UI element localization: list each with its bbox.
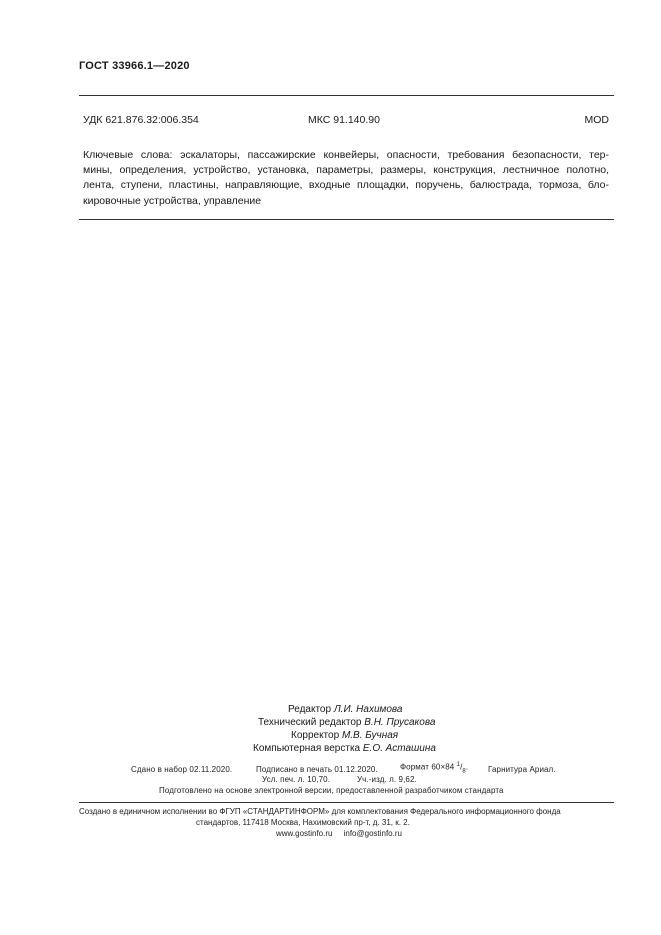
footer-contacts [276,829,402,838]
tech-editor-label: Технический редактор [258,717,362,728]
keywords-divider [79,219,614,220]
footer-line-2: стандартов, 117418 Москва, Нахимовский пр-т, д. 31, к. 2. [196,818,410,827]
document-code-header: ГОСТ 33966.1—2020 [79,60,190,72]
format-denominator: 8 [462,768,466,775]
keywords-line: кировочные устройства, управление [83,194,262,207]
mod-label: MOD [584,114,609,126]
tech-editor-name: В.Н. Прусакова [364,717,436,728]
pub-sheets: Уч.-изд. л. 9,62. [357,775,417,784]
submitted-date: Сдано в набор 02.11.2020. [131,765,233,774]
udk-code: УДК 621.876.32:006.354 [83,114,199,126]
print-sheets: Усл. печ. л. 10,70. [262,775,331,784]
keywords-block [83,148,609,209]
keywords-line: мины, определения, устройство, установка, параметры, размеры, конструкция, лестничное полотно, [83,164,609,177]
format-prefix: Формат 60×84 [400,762,455,772]
editor-label: Редактор [288,704,332,715]
prepared-note: Подготовлено на основе электронной версии, предоставленной разработчиком стандарта [159,786,504,795]
layout-name: Е.О. Асташина [362,743,436,754]
mks-code: МКС 91.140.90 [308,114,380,126]
keywords-line: лента, ступени, пластины, направляющие, входные площадки, поручень, балюстрада, тормоза, бло- [83,179,609,192]
keywords-line: Ключевые слова: эскалаторы, пассажирские конвейеры, опасности, требования безопасности, тер- [83,149,609,161]
website-link[interactable]: www.gostinfo.ru [276,829,333,838]
layout-label: Компьютерная верстка [253,743,361,754]
footer-divider [79,802,614,803]
email-link[interactable]: info@gostinfo.ru [343,829,402,838]
footer-line-1: Создано в единичном исполнении во ФГУП «СТАНДАРТИНФОРМ» для комплектования Федерального информационного фонда [79,807,561,816]
typeface-info: Гарнитура Ариал. [488,765,556,774]
top-divider [79,95,614,96]
editor-name: Л.И. Нахимова [333,704,403,715]
corrector-name: М.В. Бучная [341,730,399,741]
format-numerator: 1 [456,762,461,768]
tech-editor-row [258,716,435,729]
layout-row [253,742,436,755]
corrector-label: Корректор [291,730,340,741]
format-info: Формат 60×84 $^1/_8$. [400,762,469,775]
signed-date: Подписано в печать 01.12.2020. [256,765,378,774]
editor-row [288,703,403,716]
corrector-row [291,729,398,742]
